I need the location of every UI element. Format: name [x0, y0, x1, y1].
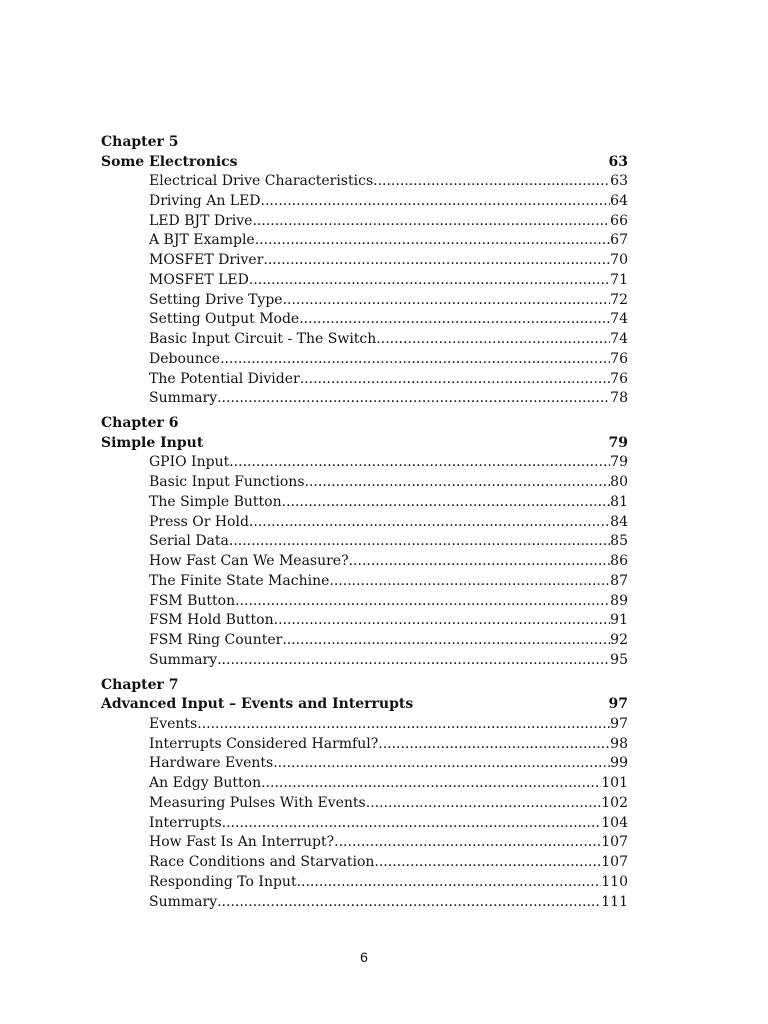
entry-title: Summary: [149, 651, 218, 668]
dot-leader: [334, 833, 601, 853]
dot-leader: [263, 251, 610, 271]
toc-entry[interactable]: [149, 172, 628, 192]
entry-title: The Simple Button: [149, 493, 282, 510]
dot-leader: [300, 370, 610, 390]
entry-title: Interrupts Considered Harmful?: [149, 735, 379, 752]
toc-entry[interactable]: [149, 611, 628, 631]
chapter-page-number: 63: [608, 153, 628, 170]
entry-page-number: 79: [610, 454, 628, 471]
entry-page-number: 101: [601, 775, 628, 792]
dot-leader: [283, 291, 611, 311]
toc-entry[interactable]: [149, 493, 628, 513]
entry-title: Serial Data: [149, 533, 229, 550]
chapter-title: Some Electronics: [101, 153, 238, 170]
entry-title: FSM Hold Button: [149, 612, 274, 629]
entry-page-number: 80: [610, 474, 628, 491]
toc-entry[interactable]: [149, 513, 628, 533]
dot-leader: [374, 853, 601, 873]
entry-page-number: 102: [601, 794, 628, 811]
toc-entry[interactable]: [149, 310, 628, 330]
dot-leader: [217, 893, 601, 913]
toc-entry[interactable]: [149, 370, 628, 390]
entry-page-number: 104: [601, 814, 628, 831]
toc-entry[interactable]: [149, 231, 628, 251]
toc-entry[interactable]: [149, 251, 628, 271]
chapter-heading[interactable]: [101, 434, 628, 454]
chapter-heading[interactable]: [101, 695, 628, 715]
entry-page-number: 78: [610, 390, 628, 407]
entry-title: Race Conditions and Starvation: [149, 854, 375, 871]
page-number: 6: [360, 949, 368, 965]
entry-title: Debounce: [149, 350, 221, 367]
toc-entry[interactable]: [149, 552, 628, 572]
dot-leader: [305, 473, 611, 493]
chapter-title: Advanced Input – Events and Interrupts: [101, 696, 414, 713]
entry-page-number: 95: [610, 651, 628, 668]
entry-page-number: 84: [610, 513, 628, 530]
entry-page-number: 76: [610, 370, 628, 387]
entry-page-number: 67: [610, 232, 628, 249]
chapter-title: Simple Input: [101, 434, 204, 451]
entry-title: Measuring Pulses With Events: [149, 794, 366, 811]
toc-entry[interactable]: [149, 453, 628, 473]
entry-page-number: 85: [610, 533, 628, 550]
dot-leader: [222, 814, 602, 834]
dot-leader: [282, 493, 611, 513]
dot-leader: [249, 271, 610, 291]
entry-page-number: 71: [610, 271, 628, 288]
dot-leader: [261, 774, 601, 794]
dot-leader: [329, 572, 610, 592]
entry-page-number: 76: [610, 350, 628, 367]
toc-entry[interactable]: [149, 814, 628, 834]
entry-title: Basic Input Circuit - The Switch: [149, 331, 377, 348]
entry-page-number: 91: [610, 612, 628, 629]
toc-entry[interactable]: [149, 735, 628, 755]
chapter-6-section: [101, 414, 628, 670]
dot-leader: [229, 532, 610, 552]
toc-entry[interactable]: [149, 715, 628, 735]
toc-entry[interactable]: [149, 893, 628, 913]
entry-title: Hardware Events: [149, 755, 274, 772]
entry-title: Basic Input Functions: [149, 474, 305, 491]
dot-leader: [282, 631, 610, 651]
entry-page-number: 72: [610, 291, 628, 308]
entry-title: Electrical Drive Characteristics: [149, 173, 374, 190]
toc-entry[interactable]: [149, 873, 628, 893]
entry-page-number: 89: [610, 592, 628, 609]
entry-page-number: 63: [610, 173, 628, 190]
chapter-page-number: 97: [608, 696, 628, 713]
dot-leader: [255, 231, 610, 251]
toc-entry[interactable]: [149, 330, 628, 350]
entry-title: Summary: [149, 390, 218, 407]
entry-page-number: 64: [610, 192, 628, 209]
entry-title: Events: [149, 715, 198, 732]
toc-entry[interactable]: [149, 794, 628, 814]
dot-leader: [229, 453, 610, 473]
toc-entry[interactable]: [149, 592, 628, 612]
toc-entry[interactable]: [149, 192, 628, 212]
toc-entry[interactable]: [149, 754, 628, 774]
entry-title: How Fast Can We Measure?: [149, 553, 349, 570]
entry-title: Driving An LED: [149, 192, 261, 209]
dot-leader: [349, 552, 611, 572]
entry-page-number: 107: [601, 834, 628, 851]
section-list: [101, 172, 628, 409]
dot-leader: [197, 715, 610, 735]
entry-page-number: 92: [610, 632, 628, 649]
toc-entry[interactable]: [149, 833, 628, 853]
entry-title: A BJT Example: [149, 232, 255, 249]
dot-leader: [376, 330, 610, 350]
dot-leader: [220, 350, 610, 370]
chapter-7-section: [101, 676, 628, 913]
dot-leader: [274, 611, 611, 631]
chapter-5-section: [101, 133, 628, 409]
entry-page-number: 99: [610, 755, 628, 772]
entry-page-number: 70: [610, 252, 628, 269]
dot-leader: [249, 513, 610, 533]
dot-leader: [235, 592, 610, 612]
entry-title: Setting Drive Type: [149, 291, 283, 308]
toc-entry[interactable]: [149, 572, 628, 592]
entry-title: Responding To Input: [149, 873, 297, 890]
toc-entry[interactable]: [149, 291, 628, 311]
entry-title: Summary: [149, 893, 218, 910]
chapter-page-number: 79: [608, 434, 628, 451]
dot-leader: [366, 794, 602, 814]
entry-title: Setting Output Mode: [149, 311, 300, 328]
dot-leader: [378, 735, 610, 755]
toc-entry[interactable]: [149, 853, 628, 873]
entry-title: How Fast Is An Interrupt?: [149, 834, 335, 851]
toc-entry[interactable]: [149, 212, 628, 232]
dot-leader: [217, 651, 610, 671]
entry-title: FSM Button: [149, 592, 236, 609]
dot-leader: [373, 172, 610, 192]
entry-page-number: 97: [610, 715, 628, 732]
chapter-label: Chapter 7: [101, 676, 179, 693]
dot-leader: [297, 873, 602, 893]
chapter-heading[interactable]: [101, 153, 628, 173]
dot-leader: [273, 754, 610, 774]
table-of-contents: [101, 133, 628, 917]
entry-title: Press Or Hold: [149, 513, 249, 530]
entry-title: FSM Ring Counter: [149, 632, 283, 649]
entry-page-number: 110: [601, 873, 628, 890]
section-list: [101, 453, 628, 670]
entry-page-number: 66: [610, 212, 628, 229]
entry-page-number: 74: [610, 331, 628, 348]
entry-title: MOSFET LED: [149, 271, 249, 288]
entry-page-number: 81: [610, 493, 628, 510]
toc-entry[interactable]: [149, 532, 628, 552]
section-list: [101, 715, 628, 913]
dot-leader: [261, 192, 611, 212]
toc-entry[interactable]: [149, 389, 628, 409]
entry-title: An Edgy Button: [149, 775, 262, 792]
toc-entry[interactable]: [149, 271, 628, 291]
chapter-label: Chapter 5: [101, 134, 179, 150]
toc-entry[interactable]: [149, 774, 628, 794]
dot-leader: [252, 212, 610, 232]
entry-title: Interrupts: [149, 814, 222, 831]
entry-page-number: 107: [601, 854, 628, 871]
dot-leader: [299, 310, 610, 330]
entry-title: The Potential Divider: [149, 370, 300, 387]
entry-page-number: 111: [601, 893, 628, 910]
entry-page-number: 86: [610, 553, 628, 570]
entry-page-number: 98: [610, 735, 628, 752]
entry-page-number: 74: [610, 311, 628, 328]
toc-entry[interactable]: [149, 350, 628, 370]
toc-entry[interactable]: [149, 473, 628, 493]
entry-title: The Finite State Machine: [149, 572, 330, 589]
entry-title: LED BJT Drive: [149, 212, 253, 229]
dot-leader: [217, 389, 610, 409]
entry-title: GPIO Input: [149, 454, 230, 471]
chapter-label: Chapter 6: [101, 415, 179, 432]
toc-entry[interactable]: [149, 631, 628, 651]
entry-title: MOSFET Driver: [149, 252, 264, 269]
toc-entry[interactable]: [149, 651, 628, 671]
entry-page-number: 87: [610, 572, 628, 589]
